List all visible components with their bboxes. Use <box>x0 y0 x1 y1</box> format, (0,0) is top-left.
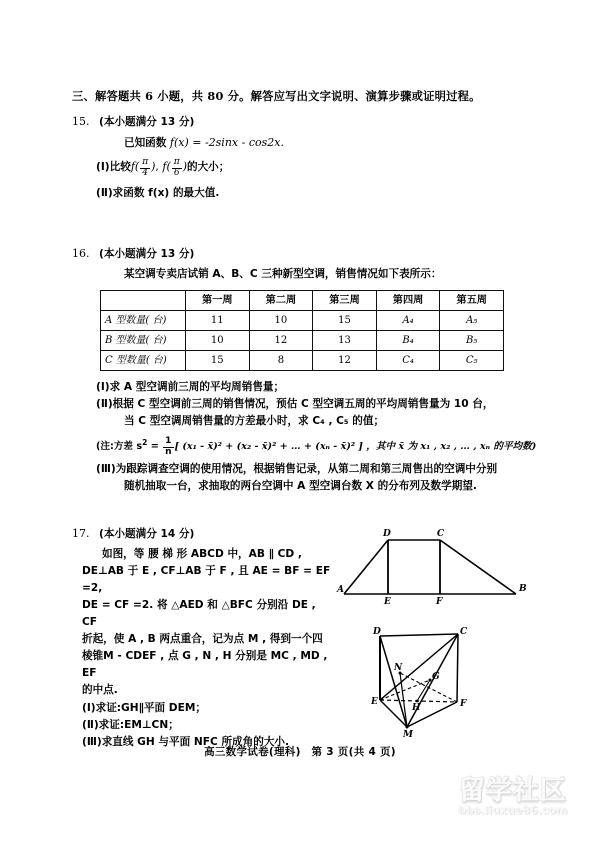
problem-17-part-3-text: 求直线 GH 与平面 NFC 所成角的大小. <box>101 736 290 749</box>
watermark-title: 留学社区 <box>458 776 567 806</box>
pyramid-label-C: C <box>460 627 468 637</box>
figure-pyramid-mcdef <box>360 628 480 738</box>
trapezoid-label-D: D <box>383 529 391 539</box>
problem-16-part-3-line-1 <box>96 461 528 478</box>
problem-16-part-3-text-1: 为跟踪调查空调的使用情况，根据销售记录，从第二周和第三周售出的空调中分别 <box>115 463 498 476</box>
trapezoid-svg <box>330 528 530 608</box>
table-col-header-4: 第四周 <box>376 291 440 311</box>
trapezoid-label-F: F <box>436 597 443 607</box>
trapezoid-label-B: B <box>519 584 527 594</box>
cell-c-w4: C₄ <box>376 351 440 371</box>
cell-a-w2: 10 <box>249 311 313 331</box>
problem-15-stem-prefix: 已知函数 <box>124 137 167 149</box>
cell-a-w4: A₄ <box>376 311 440 331</box>
trapezoid-label-A: A <box>337 585 344 595</box>
fraction-pi-over-6: $\frac{\pi}{6}$ <box>173 157 180 178</box>
problem-15-part-1-expr-2: f( $\frac{\pi}{6}$ ) <box>162 157 187 178</box>
cell-b-w4: B₄ <box>376 331 440 351</box>
problem-15-part-2-marker: (Ⅱ) <box>96 187 113 200</box>
pyramid-label-G: G <box>432 672 440 682</box>
variance-equals: = <box>147 440 163 452</box>
cell-b-w2: 12 <box>249 331 313 351</box>
problem-15-part-1-text-after: 的大小； <box>187 161 230 173</box>
table-header-row <box>101 291 504 311</box>
problem-15-part-2-text: 求函数 f(x) 的最大值. <box>112 187 220 200</box>
problem-15 <box>72 113 528 202</box>
problem-15-part-1 <box>96 158 528 178</box>
pyramid-label-F: F <box>460 699 467 709</box>
table-corner-cell <box>101 291 186 311</box>
problem-16-part-3-marker: (Ⅲ) <box>96 463 116 476</box>
cell-c-w2: 8 <box>249 351 313 371</box>
pyramid-label-E: E <box>371 697 378 707</box>
problem-17-stem-line-6: 的中点. <box>82 684 118 697</box>
problem-17-stem-line-3: DE = CF =2. 将 △AED 和 △BFC 分别沿 DE , CF <box>82 599 316 629</box>
pyramid-label-N: N <box>394 663 403 673</box>
row-header-type-a: A 型数量( 台) <box>101 311 186 331</box>
sales-table-body <box>101 311 504 371</box>
cell-b-w3: 13 <box>313 331 377 351</box>
problem-16-part-1-text: 求 A 型空调前三周的平均周销售量； <box>109 381 285 394</box>
cell-c-w3: 12 <box>313 351 377 371</box>
variance-note-body: [ (x₁ - x̄)² + (x₂ - x̄)² + … + (xₙ - x̄)² ] ，其中 x̄ 为 x₁ , x₂ , … , xₙ 的平均数) <box>174 440 537 452</box>
cell-c-w5: C₅ <box>440 351 504 371</box>
sales-table-head <box>101 291 504 311</box>
trapezoid-label-C: C <box>437 529 445 539</box>
problem-16-number: 16. <box>72 247 90 261</box>
figure-trapezoid-abcd <box>330 528 530 608</box>
cell-a-w1: 11 <box>186 311 250 331</box>
problem-17-part-1-text: 求证:GH∥平面 DEM； <box>95 702 206 715</box>
problem-17-part-2-text: 求证:EM⊥CN； <box>98 719 179 732</box>
watermark <box>438 778 588 817</box>
problem-16-points: (本小题满分 13 分) <box>99 248 195 261</box>
problem-16 <box>72 245 537 495</box>
variance-note-exponent: 2 <box>142 438 148 448</box>
problem-17-part-1-marker: (Ⅰ) <box>82 702 96 715</box>
table-col-header-1: 第一周 <box>186 291 250 311</box>
fraction-pi-over-4: $\frac{\pi}{4}$ <box>142 157 149 178</box>
problem-17-stem <box>72 546 334 699</box>
problem-17-stem-line-4: 折起，使 A , B 两点重合，记为点 M , 得到一个四 <box>82 633 323 646</box>
problem-17-part-2-marker: (Ⅱ) <box>82 719 99 732</box>
problem-16-part-2-line-1 <box>96 396 528 413</box>
problem-15-points: (本小题满分 13 分) <box>99 116 195 128</box>
cell-c-w1: 15 <box>186 351 250 371</box>
problem-15-header-line <box>72 113 528 131</box>
problem-17-stem-line-2: DE⊥AB 于 E , CF⊥AB 于 F , 且 AE = BF = EF =2, <box>82 565 331 595</box>
problem-16-variance-note <box>96 434 537 457</box>
table-col-header-2: 第二周 <box>249 291 313 311</box>
problem-16-part-2-marker: (Ⅱ) <box>96 398 113 411</box>
problem-15-function: f(x) = -2sinx - cos2x. <box>169 136 284 149</box>
cell-b-w1: 10 <box>186 331 250 351</box>
cell-b-w5: B₅ <box>440 331 504 351</box>
page-content <box>72 88 537 751</box>
cell-a-w3: 15 <box>313 311 377 331</box>
table-col-header-5: 第五周 <box>440 291 504 311</box>
problem-17-stem-line-1: 如图，等 腰 梯 形 ABCD 中，AB ∥ CD , <box>102 548 302 561</box>
problem-16-header-line <box>72 245 528 263</box>
variance-note-prefix: (注:方差 s <box>96 440 143 452</box>
watermark-url: bbs.liuxue86.com <box>458 804 568 818</box>
problem-16-part-1 <box>96 379 528 396</box>
table-row <box>101 331 504 351</box>
problem-15-number: 15. <box>72 115 90 128</box>
problem-17-points: (本小题满分 14 分) <box>99 528 195 541</box>
section-heading: 三、解答题共 6 小题，共 80 分。解答应写出文字说明、演算步骤或证明过程。 <box>72 89 481 103</box>
problem-15-part-2 <box>96 185 528 202</box>
table-col-header-3: 第三周 <box>313 291 377 311</box>
problem-17-part-3-marker: (Ⅲ) <box>82 736 102 749</box>
problem-15-stem <box>124 134 528 152</box>
pyramid-svg <box>360 628 480 738</box>
problem-15-part-1-expr-1: f( $\frac{\pi}{4}$ ) <box>130 157 156 178</box>
problem-15-part-1-text-before: 比较 <box>109 161 131 173</box>
fraction-one-over-n: $\frac{1}{n}$ <box>165 436 172 457</box>
table-row <box>101 311 504 331</box>
row-header-type-c: C 型数量( 台) <box>101 351 186 371</box>
pyramid-label-D: D <box>373 627 381 637</box>
problem-16-part-3-line-2: 随机抽取一台，求抽取的两台空调中 A 型空调台数 X 的分布列及数学期望. <box>124 480 477 493</box>
problem-17-stem-line-5: 棱锥M - CDEF , 点 G , N , H 分别是 MC , MD , EF <box>82 650 328 680</box>
row-header-type-b: B 型数量( 台) <box>101 331 186 351</box>
problem-16-stem: 某空调专卖店试销 A、B、C 三种新型空调，销售情况如下表所示： <box>124 268 442 281</box>
trapezoid-label-E: E <box>384 597 391 607</box>
cell-a-w5: A₅ <box>440 311 504 331</box>
problem-16-part-2-line-2: 当 C 型空调周销售量的方差最小时，求 C₄ , C₅ 的值； <box>124 415 385 428</box>
comma-separator: , <box>155 160 163 173</box>
problem-16-part-2-text-1: 根据 C 型空调前三周的销售情况，预估 C 型空调五周的平均周销售量为 10 台， <box>112 398 494 411</box>
sales-table <box>100 290 504 371</box>
problem-17-number: 17. <box>72 527 90 541</box>
page-footer: 高三数学试卷(理科) 第 3 页(共 4 页) <box>204 746 396 758</box>
table-row <box>101 351 504 371</box>
pyramid-label-M: M <box>403 730 413 740</box>
pyramid-label-H: H <box>412 703 421 713</box>
problem-15-part-1-marker: (Ⅰ) <box>96 161 110 173</box>
problem-16-part-1-marker: (Ⅰ) <box>96 381 110 394</box>
